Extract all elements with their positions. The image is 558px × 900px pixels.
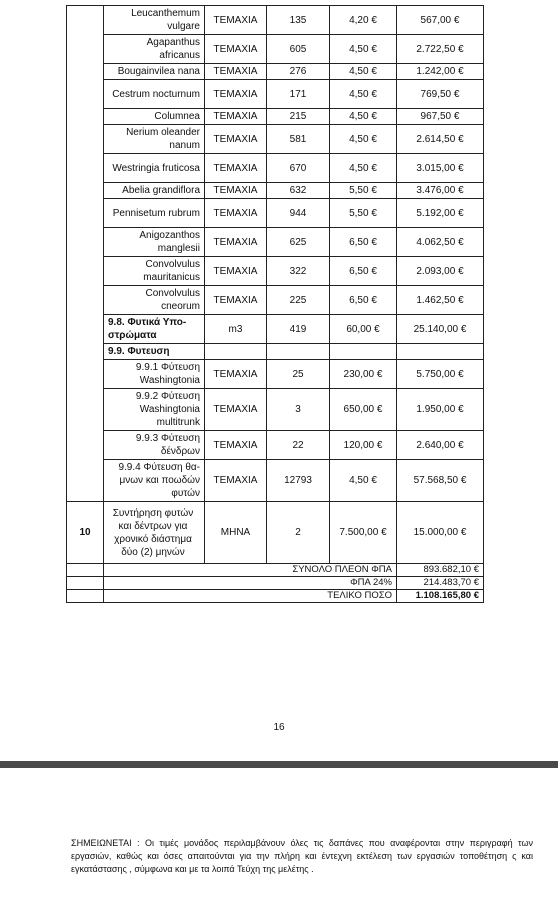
final-total-label: ΤΕΛΙΚΟ ΠΟΣΟ [104,590,397,603]
description-cell: Agapanthus africanus [104,35,205,64]
unit-cell: ΤΕΜΑΧΙΑ [205,109,267,125]
quantity-cell: 419 [267,315,330,344]
vat-label: ΦΠΑ 24% [104,577,397,590]
total-cell: 1.242,00 € [397,64,484,80]
table-row [67,125,484,154]
description-cell: Columnea [104,109,205,125]
table-row [67,502,484,564]
footnote: ΣΗΜΕΙΩΝΕΤΑΙ : Οι τιμές μονάδος περιλαμβάνουν όλες τις δαπάνες που αναφέρονται στην περιγραφή των εργασιών, καθώς και όσες απαιτούνται για την πλήρη και έντεχνη εκτέλεση των εργασιών τοποθέτηση ς και εγκατάστασης , σύμφωνα και με τα λοιπά Τεύχη της μελέτης . [71,838,533,874]
unit-cell: ΤΕΜΑΧΙΑ [205,154,267,183]
unit-cell: ΤΕΜΑΧΙΑ [205,228,267,257]
page-separator [0,761,558,768]
summary-row [67,590,484,603]
quantity-cell: 2 [267,502,330,564]
unit-cell: ΤΕΜΑΧΙΑ [205,431,267,460]
unit-price-cell: 4,50 € [330,64,397,80]
unit-price-cell: 4,50 € [330,125,397,154]
total-cell: 25.140,00 € [397,315,484,344]
table-row [67,35,484,64]
description-cell: Bougainvilea nana [104,64,205,80]
price-table [66,5,484,603]
quantity-cell: 25 [267,360,330,389]
table-row [67,389,484,431]
total-cell: 1.950,00 € [397,389,484,431]
total-cell: 2.614,50 € [397,125,484,154]
table-row [67,183,484,199]
page-number: 16 [273,722,285,733]
table-row [67,257,484,286]
total-cell: 769,50 € [397,80,484,109]
unit-cell: ΤΕΜΑΧΙΑ [205,360,267,389]
total-cell: 57.568,50 € [397,460,484,502]
item-number-cell: 10 [67,502,104,564]
total-cell: 2.640,00 € [397,431,484,460]
table-row [67,64,484,80]
section-title-cell: 9.9. Φυτευση [104,344,205,360]
table-row [67,344,484,360]
quantity-cell: 12793 [267,460,330,502]
empty-cell [205,344,267,360]
table-row [67,431,484,460]
total-cell: 3.015,00 € [397,154,484,183]
total-cell: 15.000,00 € [397,502,484,564]
description-cell: Nerium oleander nanum [104,125,205,154]
description-cell: 9.9.1 Φύτευση Washingtonia [104,360,205,389]
unit-price-cell: 4,50 € [330,154,397,183]
total-cell: 967,50 € [397,109,484,125]
unit-price-cell: 4,20 € [330,6,397,35]
final-total-value: 1.108.165,80 € [397,590,484,603]
table-row [67,315,484,344]
unit-price-cell: 5,50 € [330,183,397,199]
unit-price-cell: 60,00 € [330,315,397,344]
vat-value: 214.483,70 € [397,577,484,590]
unit-price-cell: 120,00 € [330,431,397,460]
table-row [67,6,484,35]
unit-cell: ΤΕΜΑΧΙΑ [205,6,267,35]
quantity-cell: 3 [267,389,330,431]
total-cell: 3.476,00 € [397,183,484,199]
quantity-cell: 135 [267,6,330,35]
unit-cell: ΤΕΜΑΧΙΑ [205,389,267,431]
empty-cell [330,344,397,360]
table-row [67,154,484,183]
unit-cell: ΤΕΜΑΧΙΑ [205,125,267,154]
quantity-cell: 322 [267,257,330,286]
unit-cell: ΤΕΜΑΧΙΑ [205,286,267,315]
unit-cell: ΤΕΜΑΧΙΑ [205,64,267,80]
unit-price-cell: 230,00 € [330,360,397,389]
description-cell: Συντήρηση φυτών και δέντρων για χρονικό διάστημα δύο (2) μηνών [104,502,205,564]
table-row [67,360,484,389]
unit-price-cell: 6,50 € [330,228,397,257]
item-number-cell [67,6,104,502]
unit-cell: ΤΕΜΑΧΙΑ [205,183,267,199]
subtotal-label: ΣΥΝΟΛΟ ΠΛΕΟΝ ΦΠΑ [104,564,397,577]
quantity-cell: 276 [267,64,330,80]
total-cell: 5.192,00 € [397,199,484,228]
unit-cell: ΤΕΜΑΧΙΑ [205,460,267,502]
unit-price-cell: 650,00 € [330,389,397,431]
empty-cell [397,344,484,360]
quantity-cell: 225 [267,286,330,315]
table-row [67,199,484,228]
quantity-cell: 22 [267,431,330,460]
empty-cell [267,344,330,360]
description-cell: Convolvulus mauritanicus [104,257,205,286]
unit-cell: ΤΕΜΑΧΙΑ [205,35,267,64]
total-cell: 4.062,50 € [397,228,484,257]
description-cell: 9.9.3 Φύτευση δένδρων [104,431,205,460]
description-cell: Westringia fruticosa [104,154,205,183]
total-cell: 2.093,00 € [397,257,484,286]
table-row [67,460,484,502]
unit-cell: ΤΕΜΑΧΙΑ [205,257,267,286]
section-title-cell: 9.8. Φυτικά Υπο-στρώματα [104,315,205,344]
quantity-cell: 632 [267,183,330,199]
quantity-cell: 215 [267,109,330,125]
unit-price-cell: 4,50 € [330,460,397,502]
summary-row [67,564,484,577]
description-cell: 9.9.4 Φύτευση θα-μνων και ποωδών φυτών [104,460,205,502]
empty-cell [67,590,104,603]
total-cell: 567,00 € [397,6,484,35]
description-cell: Convolvulus cneorum [104,286,205,315]
quantity-cell: 171 [267,80,330,109]
unit-price-cell: 6,50 € [330,286,397,315]
empty-cell [67,564,104,577]
unit-price-cell: 5,50 € [330,199,397,228]
total-cell: 5.750,00 € [397,360,484,389]
unit-cell: ΜΗΝΑ [205,502,267,564]
quantity-cell: 581 [267,125,330,154]
description-cell: Pennisetum rubrum [104,199,205,228]
subtotal-value: 893.682,10 € [397,564,484,577]
unit-price-cell: 4,50 € [330,35,397,64]
unit-price-cell: 6,50 € [330,257,397,286]
description-cell: Anigozanthos manglesii [104,228,205,257]
description-cell: Abelia grandiflora [104,183,205,199]
description-cell: 9.9.2 Φύτευση Washingtonia multitrunk [104,389,205,431]
unit-price-cell: 4,50 € [330,109,397,125]
quantity-cell: 670 [267,154,330,183]
table-row [67,286,484,315]
unit-price-cell: 4,50 € [330,80,397,109]
table-row [67,228,484,257]
unit-price-cell: 7.500,00 € [330,502,397,564]
table-row [67,80,484,109]
unit-cell: ΤΕΜΑΧΙΑ [205,199,267,228]
empty-cell [67,577,104,590]
quantity-cell: 625 [267,228,330,257]
description-cell: Cestrum nocturnum [104,80,205,109]
quantity-cell: 944 [267,199,330,228]
price-table-container [66,5,483,603]
total-cell: 1.462,50 € [397,286,484,315]
unit-cell: ΤΕΜΑΧΙΑ [205,80,267,109]
table-row [67,109,484,125]
description-cell: Leucanthemum vulgare [104,6,205,35]
summary-row [67,577,484,590]
quantity-cell: 605 [267,35,330,64]
total-cell: 2.722,50 € [397,35,484,64]
unit-cell: m3 [205,315,267,344]
